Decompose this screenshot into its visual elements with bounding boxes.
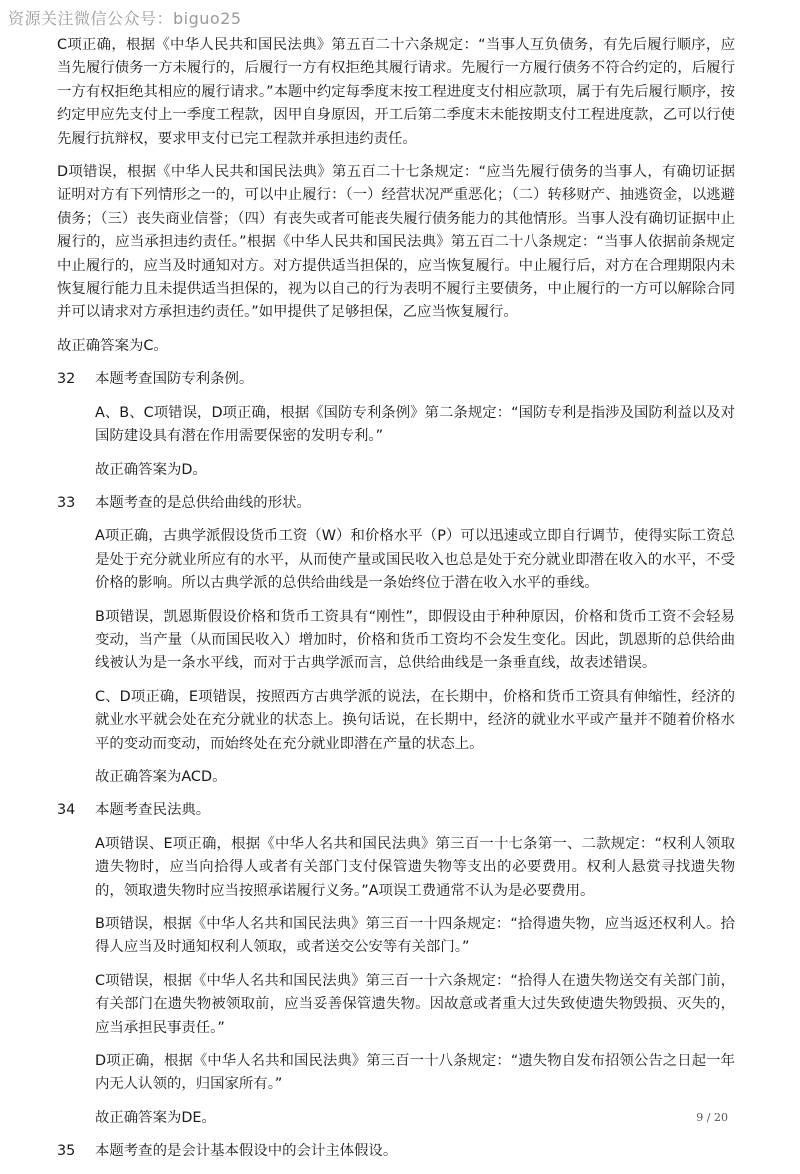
intro-answer: 故正确答案为C。: [57, 337, 168, 354]
question-35: [57, 1140, 735, 1163]
explanation-paragraph: A项错误、E项正确，根据《中华人名共和国民法典》第三百一十七条第一、二款规定：“权利人领取遗失物时，应当向拾得人或者有关部门支付保管遗失物等支出的必要费用。权利人悬赏寻找遗失物的，领取遗失物时应当按照承诺履行义务。”A项误工费通常不认为是必要费用。: [95, 835, 735, 899]
explanation-paragraph: A、B、C项错误，D项正确，根据《国防专利条例》第二条规定：“国防专利是指涉及国防利益以及对国防建设具有潜在作用需要保密的发明专利。”: [95, 404, 735, 445]
watermark-text: 资源关注微信公众号：biguo25: [8, 9, 242, 28]
intro-paragraph: C项正确，根据《中华人民共和国民法典》第五百二十六条规定：“当事人互负债务，有先后履行顺序，应当先履行债务一方未履行的，后履行一方有权拒绝其履行请求。先履行一方履行债务不符合约定的，后履行一方有权拒绝其相应的履行请求。”本题中约定每季度末按工程进度支付相应款项，属于有先后履行顺序，按约定甲应先支付上一季度工程款，因甲自身原因，开工后第二季度末未能按期支付工程进度款，乙可以行使先履行抗辩权，要求甲支付已完工程款并承担违约责任。: [57, 37, 735, 147]
explanation-paragraph: A项正确，古典学派假设货币工资（W）和价格水平（P）可以迅速或立即自行调节，使得实际工资总是处于充分就业所应有的水平，从而使产量或国民收入也总是处于充分就业即潜在收入的水平，不受价格的影响。所以古典学派的总供给曲线是一条始终位于潜在收入水平的垂线。: [95, 528, 735, 592]
question-34: [57, 799, 735, 1130]
explanation-paragraph: C项错误，根据《中华人名共和国民法典》第三百一十六条规定：“拾得人在遗失物送交有关部门前，有关部门在遗失物被领取前，应当妥善保管遗失物。因故意或者重大过失致使遗失物毁损、灭失的，应当承担民事责任。”: [95, 972, 735, 1036]
question-header: [57, 799, 735, 822]
question-topic: 本题考查的是会计基本假设中的会计主体假设。: [95, 1143, 398, 1160]
explanation-paragraph: B项错误，根据《中华人名共和国民法典》第三百一十四条规定：“拾得遗失物，应当返还权利人。拾得人应当及时通知权利人领取，或者送交公安等有关部门。”: [95, 916, 735, 956]
question-number: 35: [57, 1143, 76, 1160]
question-header: [57, 368, 735, 391]
question-topic: 本题考查的是总供给曲线的形状。: [95, 494, 311, 511]
question-32: [57, 368, 735, 482]
question-topic: 本题考查民法典。: [95, 802, 211, 819]
intro-paragraph: D项错误，根据《中华人民共和国民法典》第五百二十七条规定：“应当先履行债务的当事人，有确切证据证明对方有下列情形之一的，可以中止履行：（一）经营状况严重恶化；（二）转移财产、抽逃资金，以逃避债务；（三）丧失商业信誉；（四）有丧失或者可能丧失履行债务能力的其他情形。当事人没有确切证据中止履行的，应当承担违约责任。”根据《中华人民共和国民法典》第五百二十八条规定：“当事人依据前条规定中止履行的，应当及时通知对方。对方提供适当担保的，应当恢复履行。中止履行后，对方在合理期限内未恢复履行能力且未提供适当担保的，视为以自己的行为表明不履行主要债务，中止履行的一方可以解除合同并可以请求对方承担违约责任。”如甲提供了足够担保，乙应当恢复履行。: [57, 164, 735, 321]
explanation-paragraph: B项错误，凯恩斯假设价格和货币工资具有“刚性”，即假设由于种种原因，价格和货币工资不会轻易变动，当产量（从而国民收入）增加时，价格和货币工资均不会发生变化。因此，凯恩斯的总供给曲线被认为是一条水平线，而对于古典学派而言，总供给曲线是一条垂直线，故表述错误。: [95, 608, 735, 672]
question-33: [57, 492, 735, 789]
explanation-paragraph: C、D项正确，E项错误，按照西方古典学派的说法，在长期中，价格和货币工资具有伸缩性，经济的就业水平就会处在充分就业的状态上。换句话说，在长期中，经济的就业水平或产量并不随着价格水平的变动而变动，而始终处在充分就业即潜在产量的状态上。: [95, 688, 735, 752]
answer-line: 故正确答案为DE。: [95, 1109, 216, 1126]
question-number: 32: [57, 371, 76, 388]
document-content: [57, 34, 735, 1174]
page-indicator: 9 / 20: [696, 1111, 728, 1124]
question-header: [57, 492, 735, 515]
question-body: [95, 402, 735, 482]
question-body: [95, 833, 735, 1130]
answer-line: 故正确答案为ACD。: [95, 768, 227, 785]
answer-line: 故正确答案为D。: [95, 461, 207, 478]
question-topic: 本题考查国防专利条例。: [95, 371, 254, 388]
question-body: [95, 525, 735, 789]
question-header: [57, 1140, 735, 1163]
explanation-paragraph: D项正确，根据《中华人名共和国民法典》第三百一十八条规定：“遗失物自发布招领公告之日起一年内无人认领的，归国家所有。”: [95, 1053, 735, 1093]
question-number: 34: [57, 802, 76, 819]
question-number: 33: [57, 494, 76, 511]
